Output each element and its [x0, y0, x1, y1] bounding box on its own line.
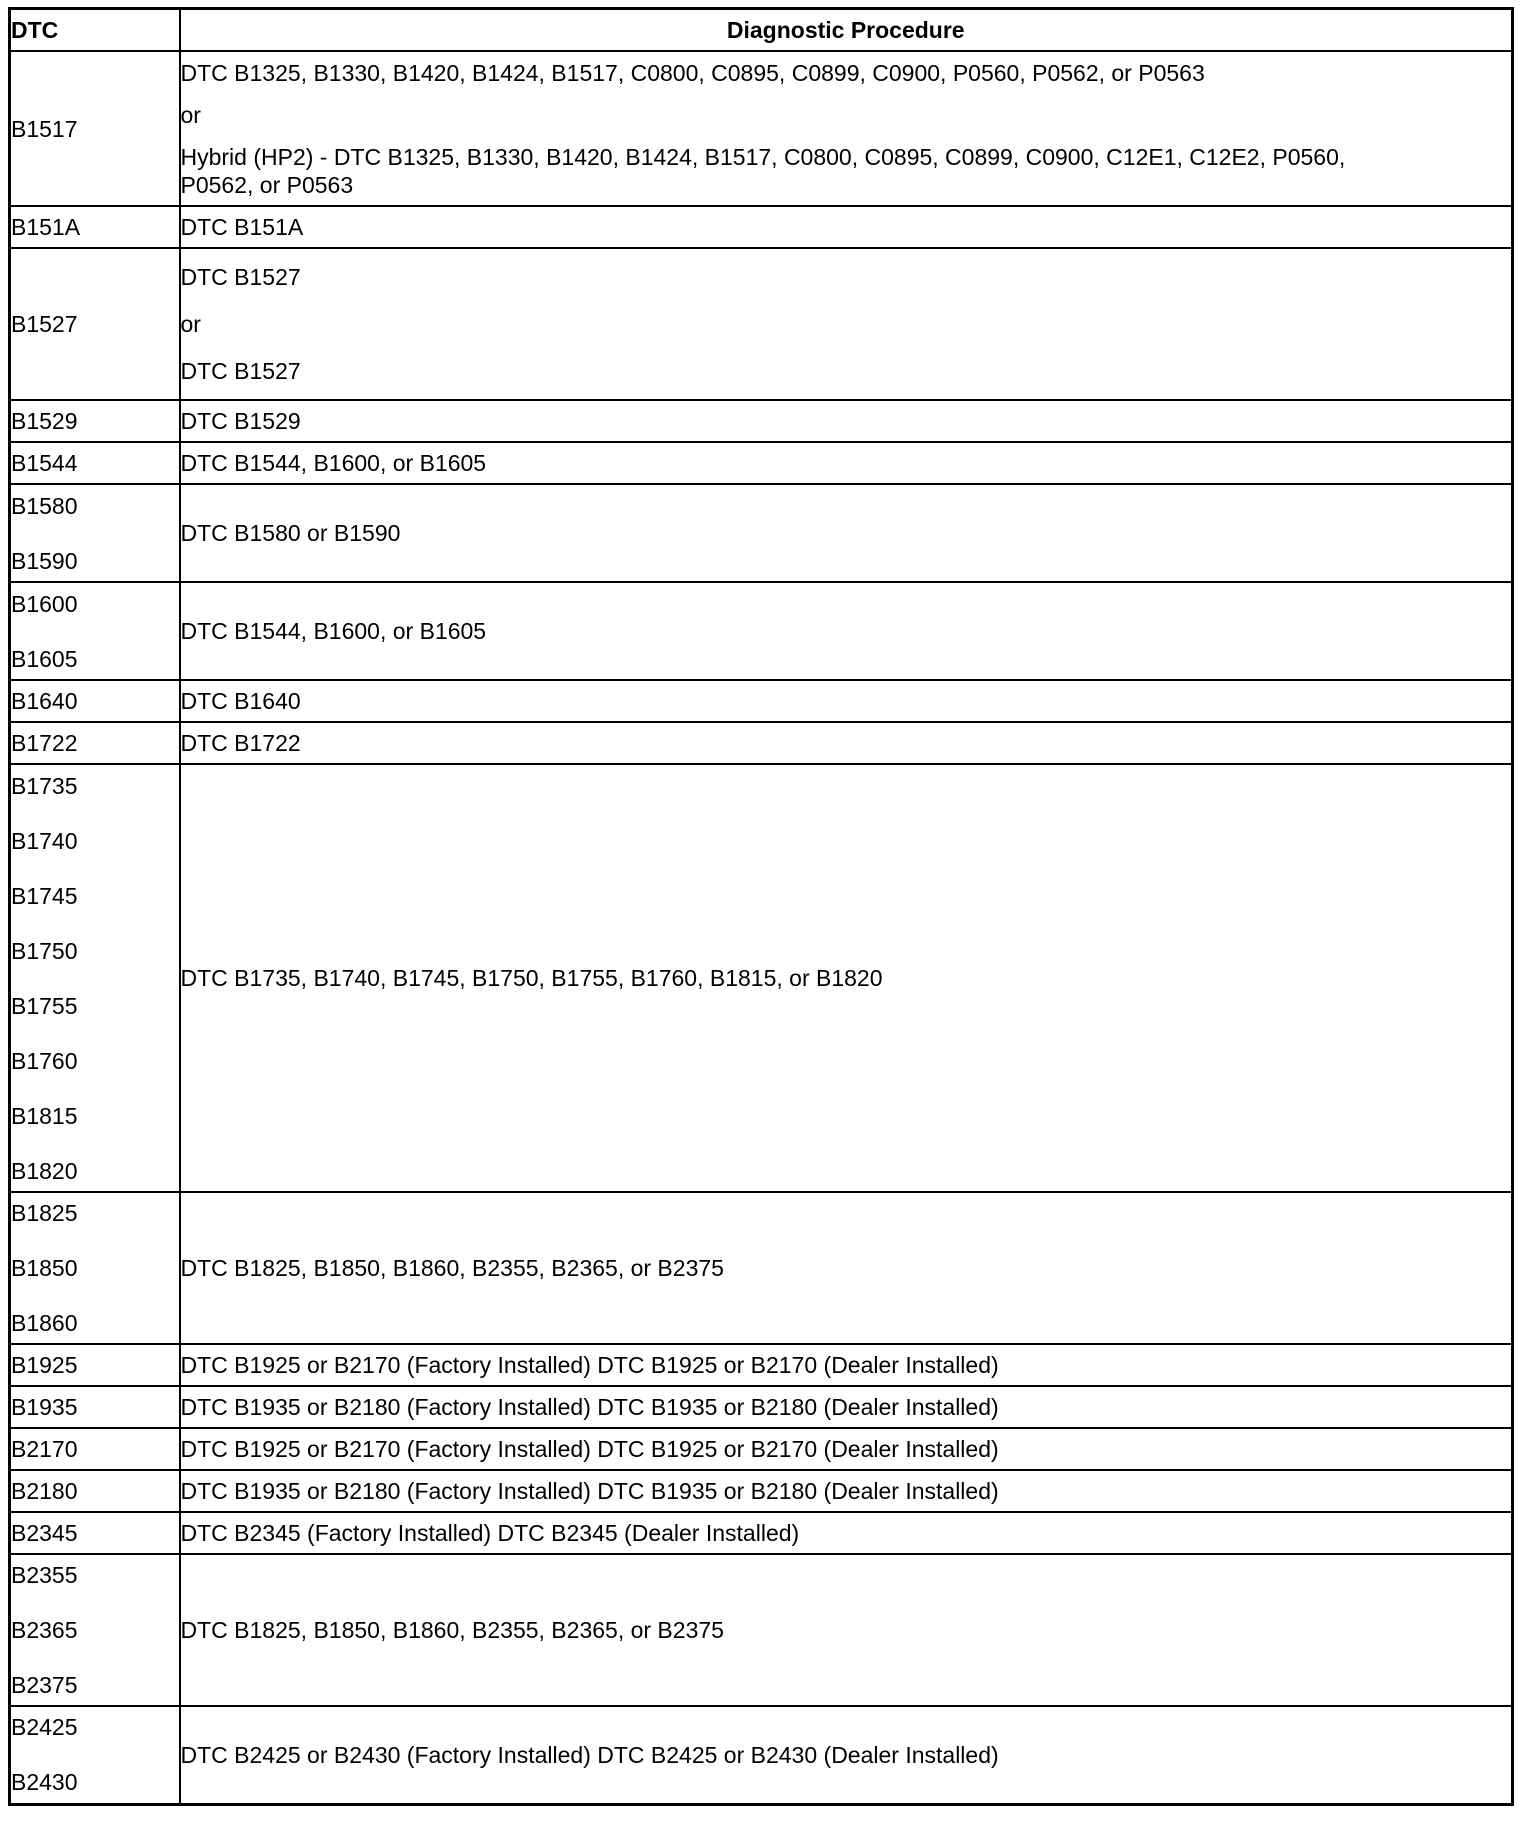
procedure-cell — [180, 764, 1513, 1192]
dtc-code: B2425 — [11, 1714, 78, 1741]
table-row — [10, 1470, 1513, 1512]
procedure-cell — [180, 1512, 1513, 1554]
dtc-code: B1580 — [11, 492, 78, 519]
procedure-text: DTC B1925 or B2170 (Factory Installed) DTC B1925 or B2170 (Dealer Installed) — [180, 1352, 999, 1378]
procedure-text: Hybrid (HP2) - DTC B1325, B1330, B1420, B1424, B1517, C0800, C0895, C0899, C0900, C12E1, C12E2, P0560, — [180, 143, 1346, 170]
procedure-cell — [180, 1706, 1513, 1804]
dtc-code: B1760 — [11, 1047, 78, 1074]
dtc-code: B1815 — [11, 1102, 78, 1129]
dtc-code: B1640 — [11, 688, 78, 714]
procedure-cell — [180, 206, 1513, 248]
dtc-cell — [10, 1192, 180, 1344]
dtc-cell — [10, 680, 180, 722]
dtc-code: B2365 — [11, 1617, 78, 1643]
dtc-cell — [10, 1428, 180, 1470]
table-row — [10, 1192, 1513, 1344]
procedure-text: DTC B1825, B1850, B1860, B2355, B2365, or B2375 — [180, 1255, 724, 1281]
dtc-code: B1825 — [11, 1200, 78, 1226]
dtc-cell — [10, 248, 180, 400]
table-row — [10, 51, 1513, 206]
procedure-cell — [180, 1428, 1513, 1470]
table-row — [10, 1386, 1513, 1428]
procedure-cell — [180, 484, 1513, 582]
procedure-cell — [180, 1470, 1513, 1512]
table-row — [10, 1344, 1513, 1386]
dtc-code: B1745 — [11, 882, 78, 909]
procedure-text: DTC B1935 or B2180 (Factory Installed) DTC B1935 or B2180 (Dealer Installed) — [180, 1394, 999, 1420]
dtc-code: B1860 — [11, 1310, 78, 1336]
dtc-code: B1935 — [11, 1394, 78, 1420]
procedure-cell — [180, 1554, 1513, 1706]
dtc-code: B1600 — [11, 590, 78, 617]
dtc-code: B2345 — [11, 1520, 78, 1546]
procedure-text: DTC B1544, B1600, or B1605 — [180, 450, 487, 476]
procedure-text: DTC B1925 or B2170 (Factory Installed) DTC B1925 or B2170 (Dealer Installed) — [180, 1436, 999, 1462]
dtc-code: B1590 — [11, 547, 78, 574]
procedure-cell — [180, 722, 1513, 764]
dtc-cell — [10, 1512, 180, 1554]
table-row — [10, 680, 1513, 722]
dtc-cell — [10, 1386, 180, 1428]
procedure-cell — [180, 442, 1513, 484]
table-row — [10, 248, 1513, 400]
procedure-text: DTC B1935 or B2180 (Factory Installed) DTC B1935 or B2180 (Dealer Installed) — [180, 1478, 999, 1504]
procedure-text: DTC B151A — [180, 214, 304, 240]
procedure-column-header: Diagnostic Procedure — [180, 9, 1513, 52]
procedure-text: DTC B1640 — [180, 688, 301, 714]
dtc-code: B1740 — [11, 827, 78, 854]
dtc-code: B1544 — [11, 450, 78, 476]
procedure-text: DTC B1529 — [180, 408, 301, 434]
procedure-text: DTC B1527 — [180, 358, 301, 384]
dtc-code: B1925 — [11, 1352, 78, 1378]
dtc-cell — [10, 206, 180, 248]
dtc-cell — [10, 51, 180, 206]
procedure-cell — [180, 400, 1513, 442]
procedure-text: P0562, or P0563 — [180, 171, 354, 198]
procedure-text: DTC B1735, B1740, B1745, B1750, B1755, B1760, B1815, or B1820 — [180, 965, 883, 991]
procedure-text: DTC B2425 or B2430 (Factory Installed) DTC B2425 or B2430 (Dealer Installed) — [180, 1741, 999, 1768]
dtc-code: B151A — [11, 214, 81, 240]
table-row — [10, 442, 1513, 484]
table-row — [10, 400, 1513, 442]
dtc-code: B1750 — [11, 937, 78, 964]
dtc-column-header: DTC — [10, 9, 180, 52]
dtc-code: B2375 — [11, 1672, 78, 1698]
dtc-code: B1820 — [11, 1157, 78, 1184]
procedure-cell — [180, 1386, 1513, 1428]
dtc-cell — [10, 722, 180, 764]
dtc-cell — [10, 1344, 180, 1386]
procedure-cell — [180, 582, 1513, 680]
table-row — [10, 484, 1513, 582]
table-row — [10, 1706, 1513, 1804]
procedure-text: DTC B2345 (Factory Installed) DTC B2345 (Dealer Installed) — [180, 1520, 800, 1546]
dtc-cell — [10, 1554, 180, 1706]
procedure-cell — [180, 680, 1513, 722]
dtc-table — [8, 7, 1514, 1806]
procedure-text: DTC B1544, B1600, or B1605 — [180, 618, 487, 644]
procedure-text: DTC B1580 or B1590 — [180, 520, 401, 546]
dtc-code: B1517 — [11, 115, 78, 142]
procedure-text: or — [180, 101, 201, 128]
dtc-cell — [10, 1706, 180, 1804]
table-row — [10, 1512, 1513, 1554]
dtc-cell — [10, 1470, 180, 1512]
dtc-code: B1527 — [11, 311, 78, 337]
dtc-cell — [10, 764, 180, 1192]
procedure-cell — [180, 1192, 1513, 1344]
dtc-cell — [10, 582, 180, 680]
dtc-code: B2430 — [11, 1769, 78, 1796]
procedure-text: DTC B1825, B1850, B1860, B2355, B2365, or B2375 — [180, 1617, 724, 1643]
table-row — [10, 582, 1513, 680]
dtc-cell — [10, 442, 180, 484]
table-row — [10, 764, 1513, 1192]
table-row — [10, 1428, 1513, 1470]
procedure-cell — [180, 248, 1513, 400]
procedure-cell — [180, 51, 1513, 206]
dtc-cell — [10, 484, 180, 582]
table-row — [10, 722, 1513, 764]
procedure-text: DTC B1722 — [180, 730, 301, 756]
procedure-text: or — [180, 311, 201, 337]
dtc-code: B2170 — [11, 1436, 78, 1462]
table-row — [10, 1554, 1513, 1706]
dtc-code: B1850 — [11, 1255, 78, 1281]
dtc-code: B2355 — [11, 1562, 78, 1588]
dtc-code: B1529 — [11, 408, 78, 434]
dtc-code: B2180 — [11, 1478, 78, 1504]
procedure-cell — [180, 1344, 1513, 1386]
dtc-code: B1755 — [11, 992, 78, 1019]
dtc-cell — [10, 400, 180, 442]
table-header — [10, 9, 1513, 52]
procedure-text: DTC B1325, B1330, B1420, B1424, B1517, C0800, C0895, C0899, C0900, P0560, P0562, or P0563 — [180, 59, 1205, 86]
dtc-code: B1735 — [11, 772, 78, 799]
dtc-code: B1605 — [11, 645, 78, 672]
header-row — [10, 9, 1513, 52]
procedure-text: DTC B1527 — [180, 264, 301, 290]
dtc-code: B1722 — [11, 730, 78, 756]
table-row — [10, 206, 1513, 248]
